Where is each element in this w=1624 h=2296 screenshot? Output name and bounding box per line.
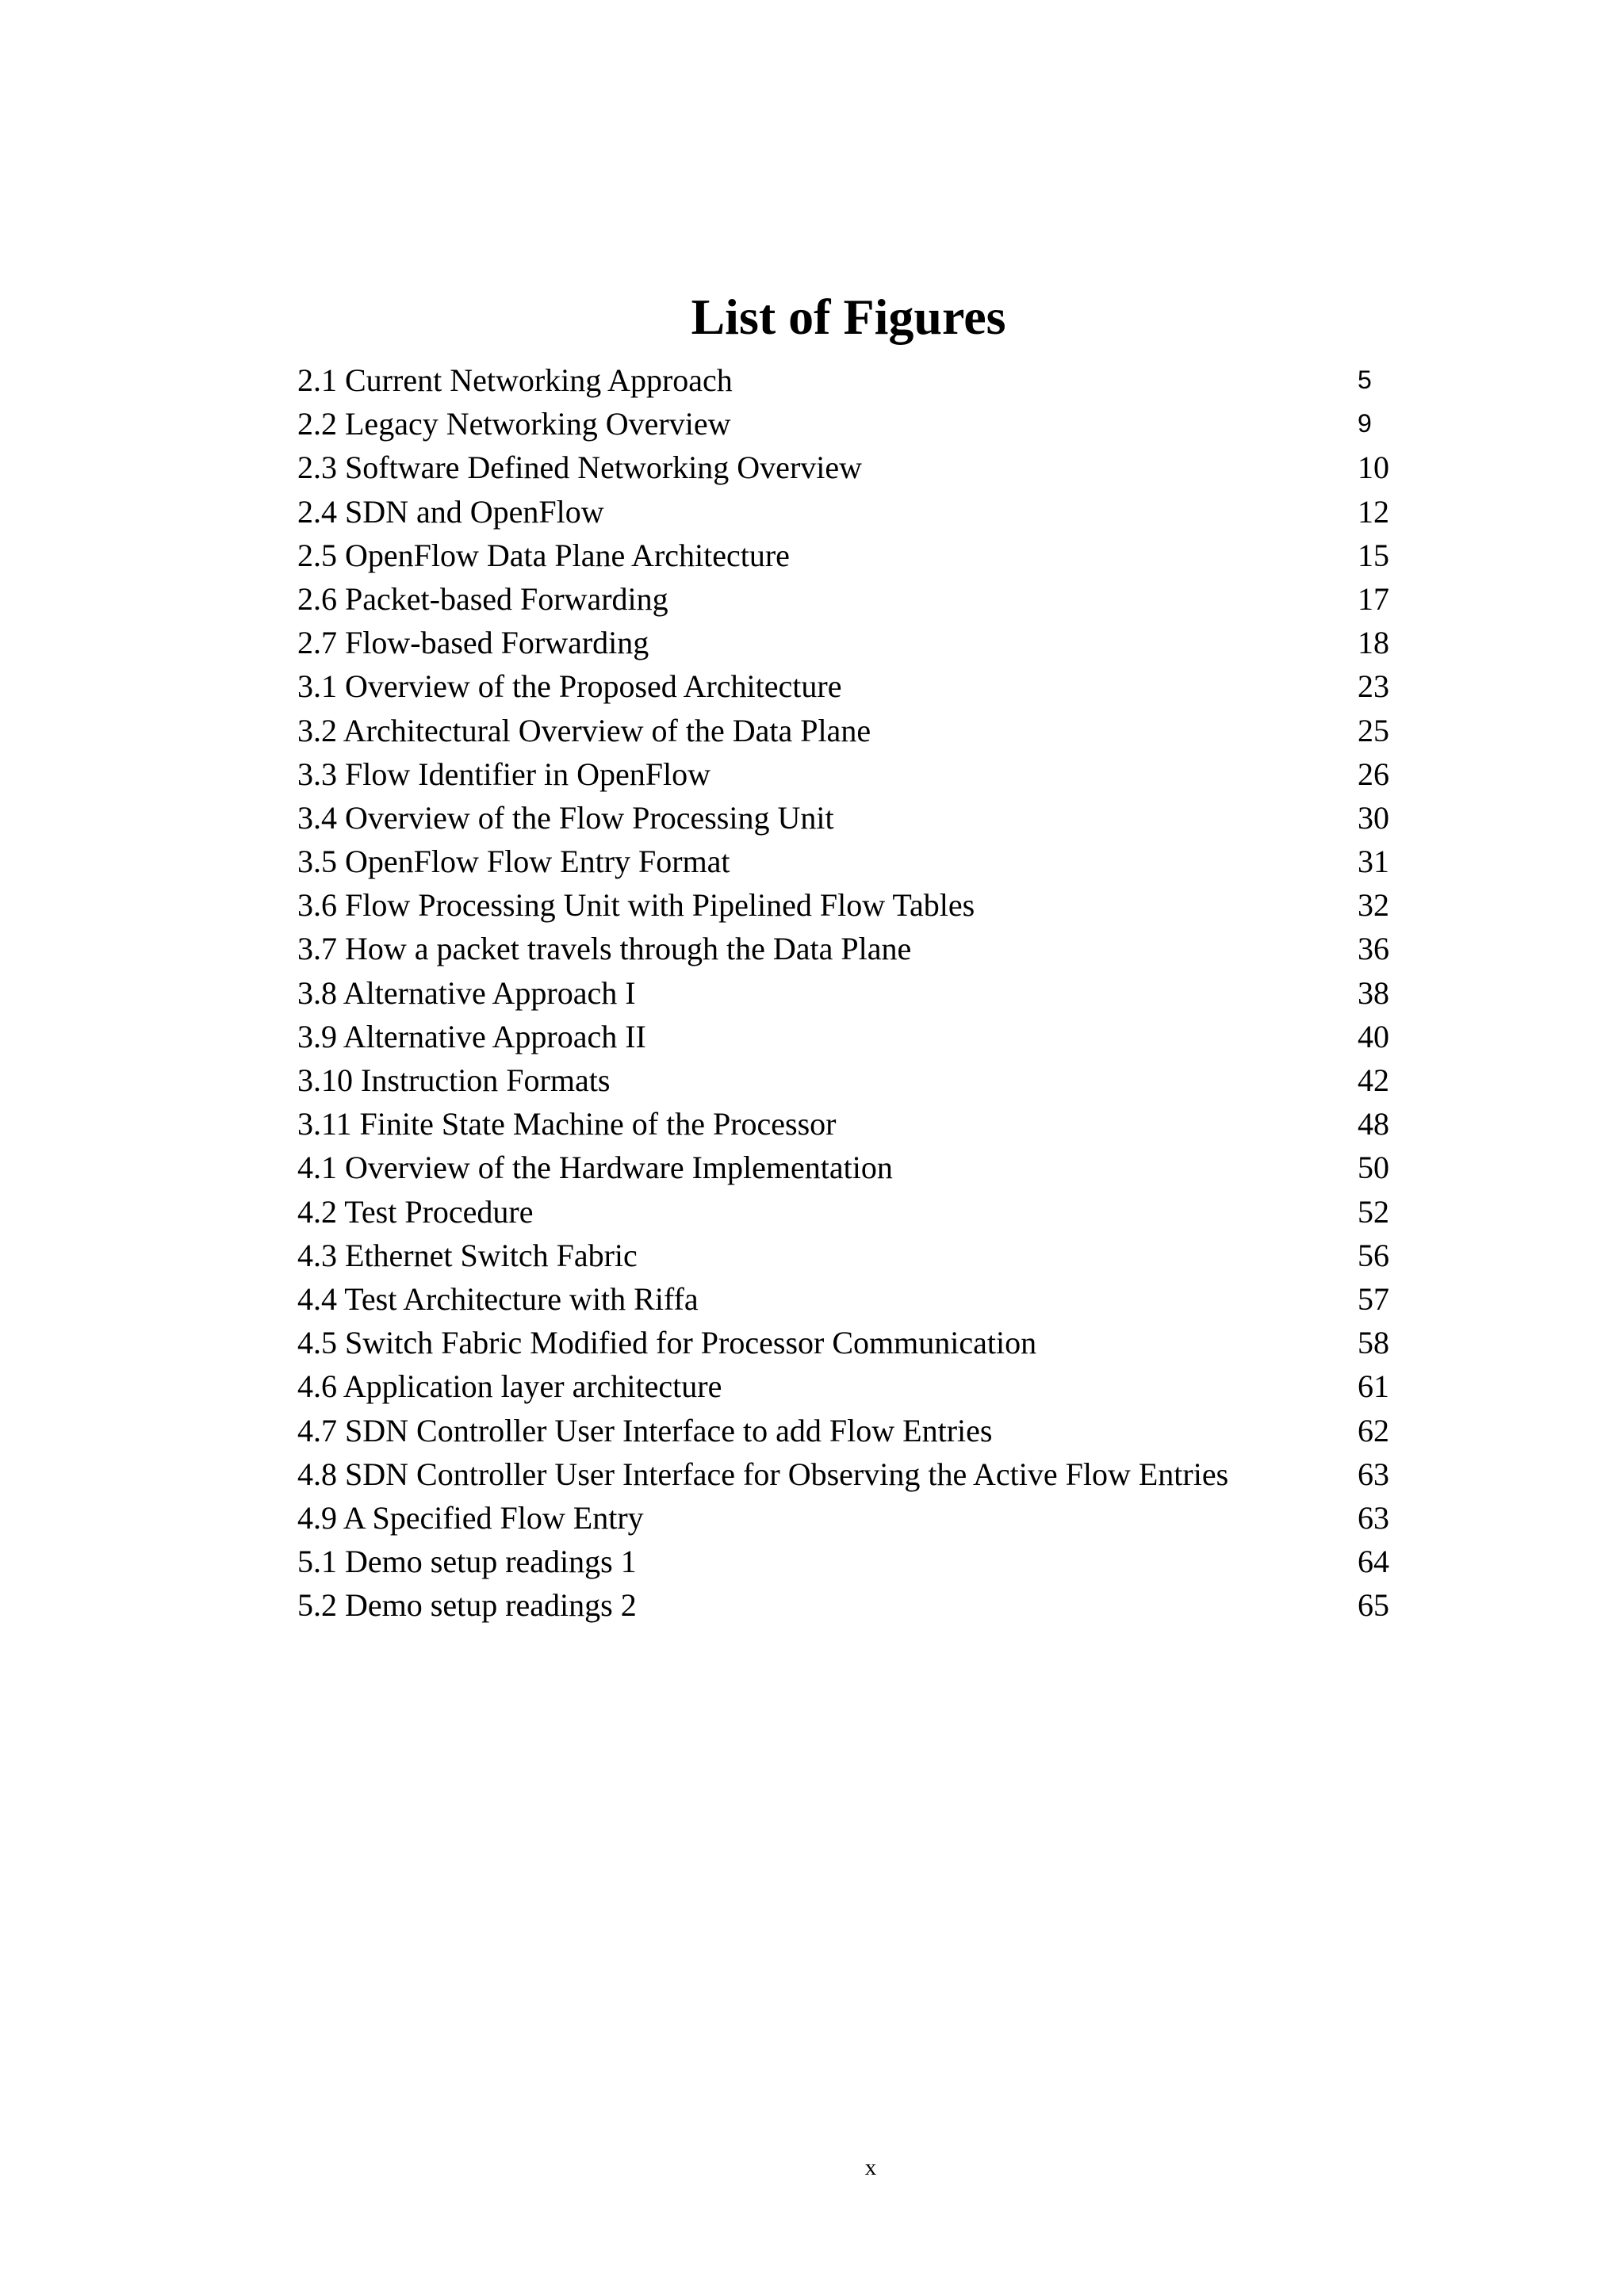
figure-entry-page: 17 <box>1358 580 1389 617</box>
figure-entry-label: 5.1 Demo setup readings 1 <box>297 1544 637 1580</box>
figure-entry <box>297 621 1392 664</box>
figure-entry <box>297 1015 1392 1058</box>
figure-entry <box>297 402 1392 446</box>
figure-entry <box>297 358 1392 402</box>
figure-entry-label: 3.4 Overview of the Flow Processing Unit <box>297 799 834 836</box>
figure-entry <box>297 1583 1392 1627</box>
figure-entry-page: 25 <box>1358 712 1389 748</box>
figure-entry-page: 18 <box>1358 625 1389 661</box>
figure-entry-page: 50 <box>1358 1150 1389 1186</box>
figure-entry-label: 4.6 Application layer architecture <box>297 1368 722 1405</box>
figure-entry-page: 57 <box>1358 1280 1389 1317</box>
figure-entry-label: 4.3 Ethernet Switch Fabric <box>297 1237 638 1273</box>
figure-entry-page: 61 <box>1358 1368 1389 1405</box>
figure-entry-page: 58 <box>1358 1325 1389 1361</box>
figure-entry <box>297 664 1392 708</box>
figure-entry-label: 2.6 Packet-based Forwarding <box>297 580 668 617</box>
figure-entry-page: 26 <box>1358 756 1389 792</box>
figure-entry-label: 2.4 SDN and OpenFlow <box>297 493 604 530</box>
figure-entry <box>297 971 1392 1015</box>
figure-list <box>297 358 1392 1627</box>
figure-entry-label: 2.5 OpenFlow Data Plane Architecture <box>297 537 790 573</box>
figure-entry-page: 12 <box>1358 493 1389 530</box>
figure-entry-page: 30 <box>1358 799 1389 836</box>
figure-entry-page: 63 <box>1358 1499 1389 1536</box>
figure-entry-page: 62 <box>1358 1412 1389 1448</box>
figure-entry-label: 2.3 Software Defined Networking Overview <box>297 450 863 486</box>
figure-entry-label: 5.2 Demo setup readings 2 <box>297 1587 637 1624</box>
figure-entry-page: 40 <box>1358 1018 1389 1054</box>
figure-entry <box>297 1058 1392 1102</box>
figure-entry-page: 63 <box>1358 1456 1389 1492</box>
figure-entry-label: 3.6 Flow Processing Unit with Pipelined Flow Tables <box>297 887 975 924</box>
figure-entry-page: 36 <box>1358 931 1389 967</box>
figure-entry-label: 3.2 Architectural Overview of the Data Plane <box>297 712 871 748</box>
figure-entry <box>297 1364 1392 1408</box>
figure-entry-page: 65 <box>1358 1587 1389 1624</box>
figure-entry-label: 2.2 Legacy Networking Overview <box>297 406 731 442</box>
figure-entry-page: 64 <box>1358 1544 1389 1580</box>
figure-entry-page: 31 <box>1358 844 1389 880</box>
figure-entry <box>297 840 1392 883</box>
figure-entry <box>297 709 1392 752</box>
figure-entry-label: 3.7 How a packet travels through the Data Plane <box>297 931 912 967</box>
figure-entry <box>297 883 1392 927</box>
figure-entry-label: 3.5 OpenFlow Flow Entry Format <box>297 844 730 880</box>
figure-entry-page: 5 <box>1358 365 1372 394</box>
figure-entry <box>297 1102 1392 1146</box>
figure-entry <box>297 1496 1392 1540</box>
figure-entry-label: 3.10 Instruction Formats <box>297 1062 611 1098</box>
figure-entry-label: 4.2 Test Procedure <box>297 1193 534 1230</box>
figure-entry-page: 48 <box>1358 1106 1389 1142</box>
figure-entry-page: 10 <box>1358 450 1389 486</box>
figure-entry <box>297 1540 1392 1583</box>
figure-entry <box>297 490 1392 534</box>
figure-entry-label: 4.8 SDN Controller User Interface for Observing the Active Flow Entries <box>297 1456 1229 1492</box>
figure-entry-label: 4.5 Switch Fabric Modified for Processor Communication <box>297 1325 1037 1361</box>
page-number: x <box>864 2155 877 2180</box>
figure-entry <box>297 927 1392 970</box>
figure-entry <box>297 796 1392 840</box>
figure-entry-page: 56 <box>1358 1237 1389 1273</box>
figure-entry-page: 23 <box>1358 668 1389 705</box>
figure-entry <box>297 1321 1392 1364</box>
page-title: List of Figures <box>691 288 1006 345</box>
figure-entry-label: 3.3 Flow Identifier in OpenFlow <box>297 756 711 792</box>
figure-entry-label: 4.4 Test Architecture with Riffa <box>297 1280 699 1317</box>
figure-entry <box>297 1234 1392 1277</box>
figure-entry-page: 52 <box>1358 1193 1389 1230</box>
figure-entry <box>297 534 1392 577</box>
figure-entry <box>297 577 1392 621</box>
figure-entry-label: 4.9 A Specified Flow Entry <box>297 1499 644 1536</box>
figure-entry <box>297 446 1392 489</box>
figure-entry-page: 9 <box>1358 409 1372 438</box>
figure-entry-label: 3.1 Overview of the Proposed Architecture <box>297 668 842 705</box>
figure-entry-label: 3.9 Alternative Approach II <box>297 1018 646 1054</box>
figure-entry-label: 4.7 SDN Controller User Interface to add Flow Entries <box>297 1412 993 1448</box>
figure-entry-label: 3.11 Finite State Machine of the Processor <box>297 1106 837 1142</box>
figure-entry <box>297 1409 1392 1452</box>
figure-entry-page: 15 <box>1358 537 1389 573</box>
figure-entry-label: 3.8 Alternative Approach I <box>297 974 636 1011</box>
figure-entry-page: 32 <box>1358 887 1389 924</box>
figure-entry <box>297 1452 1392 1496</box>
figure-entry-label: 2.1 Current Networking Approach <box>297 362 733 398</box>
figure-entry-label: 2.7 Flow-based Forwarding <box>297 625 649 661</box>
figure-entry <box>297 1146 1392 1189</box>
figure-entry-page: 38 <box>1358 974 1389 1011</box>
figure-entry <box>297 1277 1392 1321</box>
figure-entry-page: 42 <box>1358 1062 1389 1098</box>
figure-entry <box>297 1190 1392 1234</box>
figure-entry <box>297 752 1392 796</box>
figure-entry-label: 4.1 Overview of the Hardware Implementation <box>297 1150 893 1186</box>
